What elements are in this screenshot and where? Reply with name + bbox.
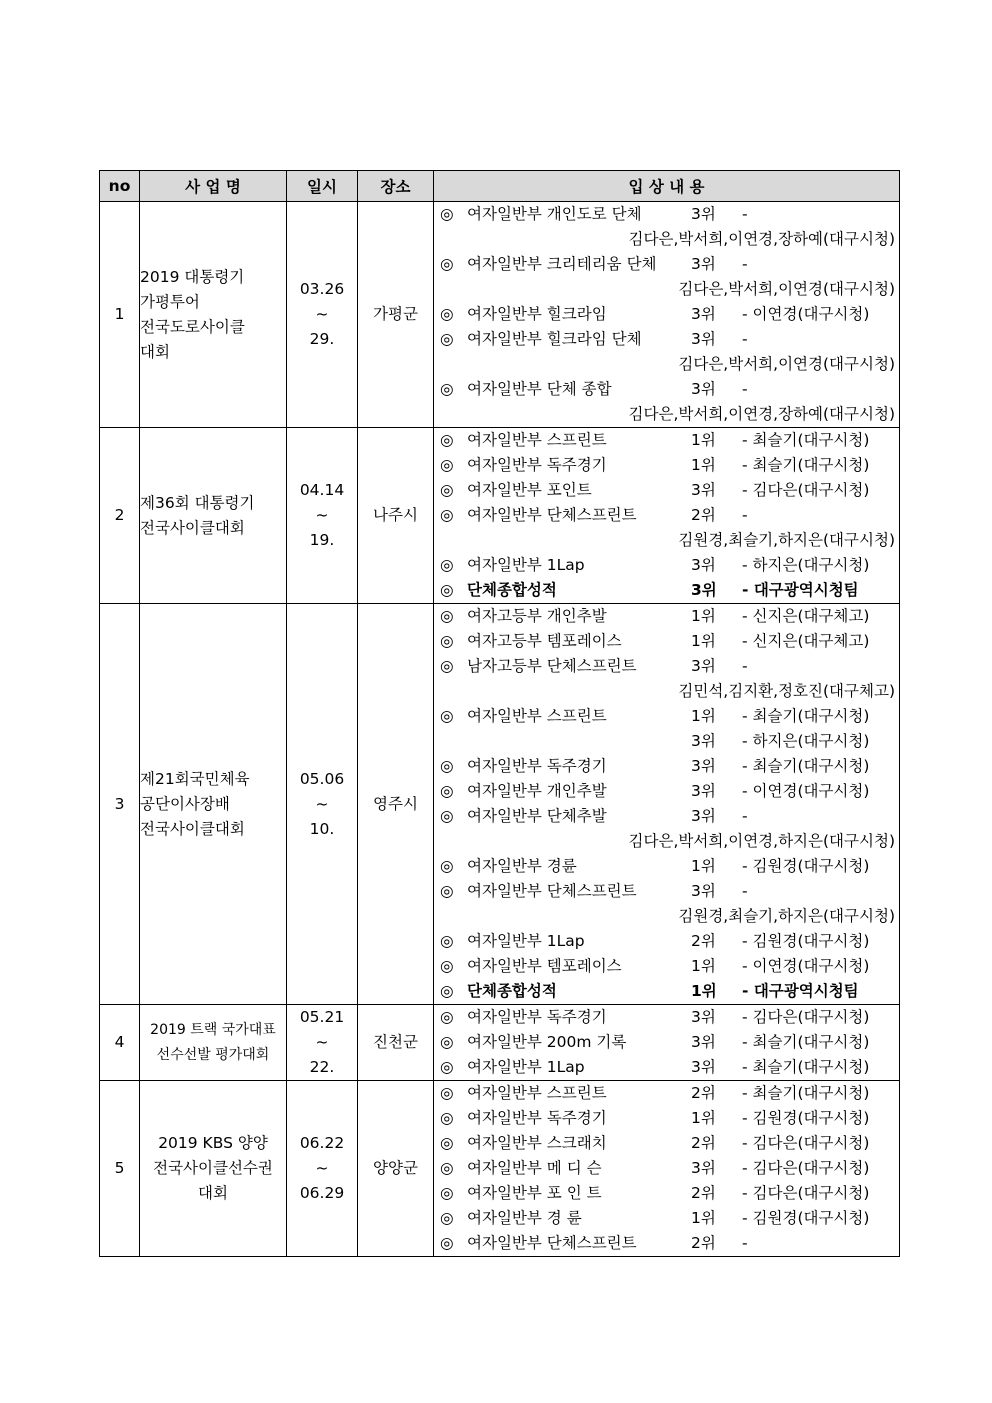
header-place: 장소 (358, 171, 434, 202)
award-rank: 1위 (691, 607, 716, 625)
event-name (140, 604, 287, 1005)
award-line (434, 979, 899, 1004)
award-winner: - 김원경(대구시청) (742, 1109, 870, 1127)
award-line (434, 1106, 899, 1131)
award-rank: 2위 (691, 1134, 716, 1152)
award-team-members: 김원경,최슬기,하지은(대구시청) (678, 907, 895, 925)
award-rank: 3위 (691, 581, 717, 599)
award-rank: 1위 (691, 456, 716, 474)
award-winner: - (742, 255, 748, 273)
double-circle-bullet-icon: ◎ (440, 882, 454, 900)
award-category: 여자일반부 힐크라임 단체 (467, 330, 642, 348)
double-circle-bullet-icon: ◎ (440, 857, 454, 875)
award-line (434, 704, 899, 729)
award-winner: - 이연경(대구시청) (742, 782, 870, 800)
row-number: 5 (100, 1081, 140, 1257)
award-line (434, 954, 899, 979)
row-number: 1 (100, 202, 140, 428)
double-circle-bullet-icon: ◎ (440, 757, 454, 775)
event-date-line: 19. (309, 531, 335, 549)
event-date-line: ~ (315, 1033, 329, 1051)
double-circle-bullet-icon: ◎ (440, 1008, 454, 1026)
header-no: no (100, 171, 140, 202)
double-circle-bullet-icon: ◎ (440, 506, 454, 524)
award-winner: - 하지은(대구시청) (742, 556, 870, 574)
award-entries (434, 428, 900, 604)
event-date (287, 1005, 358, 1081)
double-circle-bullet-icon: ◎ (440, 431, 454, 449)
award-line (434, 377, 899, 402)
header-event: 사 업 명 (140, 171, 287, 202)
award-rank: 1위 (691, 1109, 716, 1127)
award-winner: - 최슬기(대구시청) (742, 757, 870, 775)
award-winner: - 신지은(대구체고) (742, 632, 870, 650)
award-line (434, 1231, 899, 1256)
double-circle-bullet-icon: ◎ (440, 632, 454, 650)
event-date-line: 03.26 (299, 280, 345, 298)
event-date-line: 06.22 (299, 1134, 345, 1152)
event-date (287, 428, 358, 604)
award-rank: 3위 (691, 807, 716, 825)
award-category: 단체종합성적 (467, 581, 557, 599)
double-circle-bullet-icon: ◎ (440, 807, 454, 825)
award-line (434, 829, 899, 854)
award-rank: 2위 (691, 1084, 716, 1102)
award-winner: - 하지은(대구시청) (742, 732, 870, 750)
double-circle-bullet-icon: ◎ (440, 481, 454, 499)
award-category: 여자일반부 경 륜 (467, 1209, 582, 1227)
award-category: 여자일반부 템포레이스 (467, 957, 622, 975)
award-rank: 1위 (691, 431, 716, 449)
award-winner: - (742, 882, 748, 900)
header-results: 입 상 내 용 (434, 171, 900, 202)
award-winner: - 최슬기(대구시청) (742, 707, 870, 725)
event-date (287, 202, 358, 428)
double-circle-bullet-icon: ◎ (440, 1234, 454, 1252)
award-rank: 3위 (691, 657, 716, 675)
event-place: 가평군 (358, 202, 434, 428)
award-line (434, 453, 899, 478)
award-line (434, 854, 899, 879)
award-category: 여자일반부 1Lap (467, 1058, 585, 1076)
award-rank: 3위 (691, 732, 716, 750)
award-rank: 2위 (691, 932, 716, 950)
award-rank: 3위 (691, 481, 716, 499)
award-rank: 1위 (691, 1209, 716, 1227)
award-winner: - 이연경(대구시청) (742, 305, 870, 323)
award-winner: - 김원경(대구시청) (742, 932, 870, 950)
award-rank: 3위 (691, 1033, 716, 1051)
award-rank: 2위 (691, 506, 716, 524)
award-rank: 3위 (691, 757, 716, 775)
event-name-line: 전국도로사이클 (140, 317, 245, 336)
event-name-line: 제21회국민체육 (140, 769, 250, 788)
award-category: 여자일반부 단체스프린트 (467, 1234, 637, 1252)
award-line (434, 528, 899, 553)
table-row (100, 428, 900, 604)
double-circle-bullet-icon: ◎ (440, 982, 454, 1000)
award-rank: 1위 (691, 957, 716, 975)
award-category: 여자일반부 스프린트 (467, 707, 607, 725)
award-line (434, 679, 899, 704)
award-category: 여자일반부 메 디 슨 (467, 1159, 602, 1177)
double-circle-bullet-icon: ◎ (440, 707, 454, 725)
award-category: 여자일반부 개인도로 단체 (467, 205, 642, 223)
award-line (434, 1005, 899, 1030)
award-category: 여자일반부 독주경기 (467, 757, 607, 775)
double-circle-bullet-icon: ◎ (440, 607, 454, 625)
double-circle-bullet-icon: ◎ (440, 581, 454, 599)
award-category: 여자일반부 스프린트 (467, 1084, 607, 1102)
award-category: 여자일반부 독주경기 (467, 1109, 607, 1127)
award-team-members: 김다은,박서희,이연경,장하예(대구시청) (628, 230, 895, 248)
award-category: 여자일반부 경륜 (467, 857, 577, 875)
double-circle-bullet-icon: ◎ (440, 932, 454, 950)
event-date-line: 22. (309, 1058, 335, 1076)
award-winner: - 김원경(대구시청) (742, 857, 870, 875)
results-body (100, 202, 900, 1257)
award-line (434, 879, 899, 904)
event-date-line: 06.29 (299, 1184, 345, 1202)
award-line (434, 1206, 899, 1231)
award-team-members: 김다은,박서희,이연경(대구시청) (678, 280, 895, 298)
table-row (100, 202, 900, 428)
award-winner: - (742, 657, 748, 675)
event-name-line: 전국사이클선수권 (153, 1159, 273, 1177)
results-table (99, 170, 900, 1257)
award-line (434, 327, 899, 352)
award-winner: - 김원경(대구시청) (742, 1209, 870, 1227)
award-category: 여자일반부 200m 기록 (467, 1033, 627, 1051)
award-category: 여자일반부 1Lap (467, 932, 585, 950)
event-date (287, 1081, 358, 1257)
double-circle-bullet-icon: ◎ (440, 1159, 454, 1177)
award-line (434, 202, 899, 227)
award-entries (434, 1005, 900, 1081)
event-name-line: 제36회 대통령기 (140, 493, 255, 512)
double-circle-bullet-icon: ◎ (440, 957, 454, 975)
award-rank: 1위 (691, 982, 717, 1000)
double-circle-bullet-icon: ◎ (440, 456, 454, 474)
award-winner: - 김다은(대구시청) (742, 1159, 870, 1177)
event-name-line: 전국사이클대회 (140, 518, 245, 537)
event-place: 양양군 (358, 1081, 434, 1257)
event-date-line: ~ (315, 506, 329, 524)
award-category: 여자일반부 개인추발 (467, 782, 607, 800)
award-winner: - 최슬기(대구시청) (742, 1058, 870, 1076)
event-name (140, 1081, 287, 1257)
award-winner: - 김다은(대구시청) (742, 1008, 870, 1026)
event-name-line: 대회 (140, 342, 170, 361)
event-date-line: 05.06 (299, 769, 345, 788)
event-name-line: 가평투어 (140, 292, 200, 311)
award-winner: - 김다은(대구시청) (742, 1184, 870, 1202)
award-line (434, 904, 899, 929)
award-entries (434, 604, 900, 1005)
row-number: 3 (100, 604, 140, 1005)
award-category: 여자일반부 독주경기 (467, 1008, 607, 1026)
award-rank: 1위 (691, 857, 716, 875)
double-circle-bullet-icon: ◎ (440, 556, 454, 574)
award-line (434, 428, 899, 453)
award-category: 단체종합성적 (467, 982, 557, 1000)
award-rank: 3위 (691, 1058, 716, 1076)
award-category: 여자일반부 단체추발 (467, 807, 607, 825)
award-team-members: 김다은,박서희,이연경,하지은(대구시청) (628, 832, 895, 850)
event-name-line: 2019 대통령기 (140, 267, 245, 286)
award-category: 여자일반부 1Lap (467, 556, 585, 574)
double-circle-bullet-icon: ◎ (440, 1109, 454, 1127)
award-rank: 3위 (691, 330, 716, 348)
double-circle-bullet-icon: ◎ (440, 1058, 454, 1076)
award-rank: 3위 (691, 1008, 716, 1026)
award-winner: - 최슬기(대구시청) (742, 431, 870, 449)
award-rank: 3위 (691, 1159, 716, 1177)
double-circle-bullet-icon: ◎ (440, 205, 454, 223)
table-row (100, 1081, 900, 1257)
double-circle-bullet-icon: ◎ (440, 1209, 454, 1227)
award-winner: - 이연경(대구시청) (742, 957, 870, 975)
award-line (434, 654, 899, 679)
event-name (140, 428, 287, 604)
award-category: 여자일반부 단체스프린트 (467, 882, 637, 900)
award-rank: 1위 (691, 707, 716, 725)
award-winner: - (742, 205, 748, 223)
double-circle-bullet-icon: ◎ (440, 380, 454, 398)
award-category: 여자일반부 포인트 (467, 481, 592, 499)
table-row (100, 604, 900, 1005)
award-rank: 3위 (691, 882, 716, 900)
event-date-line: 10. (309, 819, 335, 838)
double-circle-bullet-icon: ◎ (440, 782, 454, 800)
award-winner: - (742, 1234, 748, 1252)
double-circle-bullet-icon: ◎ (440, 1134, 454, 1152)
award-rank: 2위 (691, 1234, 716, 1252)
event-name-line: 선수선발 평가대회 (156, 1046, 270, 1063)
award-team-members: 김민석,김지환,정호진(대구체고) (678, 682, 895, 700)
award-category: 여자일반부 스크래치 (467, 1134, 607, 1152)
event-date-line: 05.21 (299, 1008, 345, 1026)
double-circle-bullet-icon: ◎ (440, 255, 454, 273)
award-category: 여자고등부 템포레이스 (467, 632, 622, 650)
award-line (434, 227, 899, 252)
table-row (100, 1005, 900, 1081)
award-winner: - (742, 330, 748, 348)
award-line (434, 553, 899, 578)
award-entries (434, 1081, 900, 1257)
event-date-line: 04.14 (299, 481, 345, 499)
award-line (434, 1156, 899, 1181)
award-category: 여자일반부 단체 종합 (467, 380, 612, 398)
double-circle-bullet-icon: ◎ (440, 1184, 454, 1202)
row-number: 4 (100, 1005, 140, 1081)
award-winner: - 최슬기(대구시청) (742, 1033, 870, 1051)
award-line (434, 302, 899, 327)
award-category: 남자고등부 단체스프린트 (467, 657, 637, 675)
award-team-members: 김다은,박서희,이연경(대구시청) (678, 355, 895, 373)
award-line (434, 779, 899, 804)
event-name (140, 1005, 287, 1081)
award-line (434, 503, 899, 528)
award-winner: - (742, 380, 748, 398)
award-winner: - (742, 807, 748, 825)
header-row (100, 171, 900, 202)
double-circle-bullet-icon: ◎ (440, 330, 454, 348)
award-winner: - (742, 506, 748, 524)
award-line (434, 929, 899, 954)
award-line (434, 1131, 899, 1156)
award-line (434, 277, 899, 302)
award-rank: 2위 (691, 1184, 716, 1202)
row-number: 2 (100, 428, 140, 604)
event-date-line: 29. (309, 330, 335, 348)
award-category: 여자고등부 개인추발 (467, 607, 607, 625)
event-place: 진천군 (358, 1005, 434, 1081)
event-date (287, 604, 358, 1005)
award-category: 여자일반부 크리테리움 단체 (467, 255, 657, 273)
award-line (434, 578, 899, 603)
event-name-line: 2019 트랙 국가대표 (150, 1021, 276, 1038)
double-circle-bullet-icon: ◎ (440, 1084, 454, 1102)
award-category: 여자일반부 스프린트 (467, 431, 607, 449)
award-line (434, 1081, 899, 1106)
award-rank: 3위 (691, 380, 716, 398)
award-line (434, 629, 899, 654)
award-rank: 3위 (691, 205, 716, 223)
award-rank: 3위 (691, 556, 716, 574)
award-line (434, 478, 899, 503)
award-winner: - 대구광역시청팀 (742, 982, 859, 1000)
award-line (434, 402, 899, 427)
event-name (140, 202, 287, 428)
award-line (434, 604, 899, 629)
award-rank: 3위 (691, 782, 716, 800)
double-circle-bullet-icon: ◎ (440, 305, 454, 323)
event-date-line: ~ (315, 1159, 329, 1177)
award-category: 여자일반부 독주경기 (467, 456, 607, 474)
award-line (434, 729, 899, 754)
event-place: 영주시 (358, 604, 434, 1005)
event-name-line: 대회 (198, 1184, 228, 1202)
award-rank: 3위 (691, 255, 716, 273)
award-line (434, 252, 899, 277)
award-winner: - 신지은(대구체고) (742, 607, 870, 625)
award-winner: - 최슬기(대구시청) (742, 1084, 870, 1102)
award-winner: - 최슬기(대구시청) (742, 456, 870, 474)
event-name-line: 공단이사장배 (140, 794, 230, 813)
award-line (434, 352, 899, 377)
double-circle-bullet-icon: ◎ (440, 657, 454, 675)
award-rank: 1위 (691, 632, 716, 650)
event-date-line: ~ (315, 305, 329, 323)
award-line (434, 1055, 899, 1080)
event-name-line: 2019 KBS 양양 (158, 1134, 268, 1152)
award-winner: - 대구광역시청팀 (742, 581, 859, 599)
award-line (434, 754, 899, 779)
double-circle-bullet-icon: ◎ (440, 1033, 454, 1051)
award-line (434, 1181, 899, 1206)
award-category: 여자일반부 포 인 트 (467, 1184, 602, 1202)
award-winner: - 김다은(대구시청) (742, 481, 870, 499)
award-team-members: 김다은,박서희,이연경,장하예(대구시청) (628, 405, 895, 423)
header-date: 일시 (287, 171, 358, 202)
award-team-members: 김원경,최슬기,하지은(대구시청) (678, 531, 895, 549)
award-winner: - 김다은(대구시청) (742, 1134, 870, 1152)
award-category: 여자일반부 힐크라임 (467, 305, 607, 323)
award-category: 여자일반부 단체스프린트 (467, 506, 637, 524)
event-place: 나주시 (358, 428, 434, 604)
award-line (434, 1030, 899, 1055)
award-line (434, 804, 899, 829)
event-date-line: ~ (315, 794, 329, 813)
award-rank: 3위 (691, 305, 716, 323)
event-name-line: 전국사이클대회 (140, 819, 245, 838)
award-entries (434, 202, 900, 428)
